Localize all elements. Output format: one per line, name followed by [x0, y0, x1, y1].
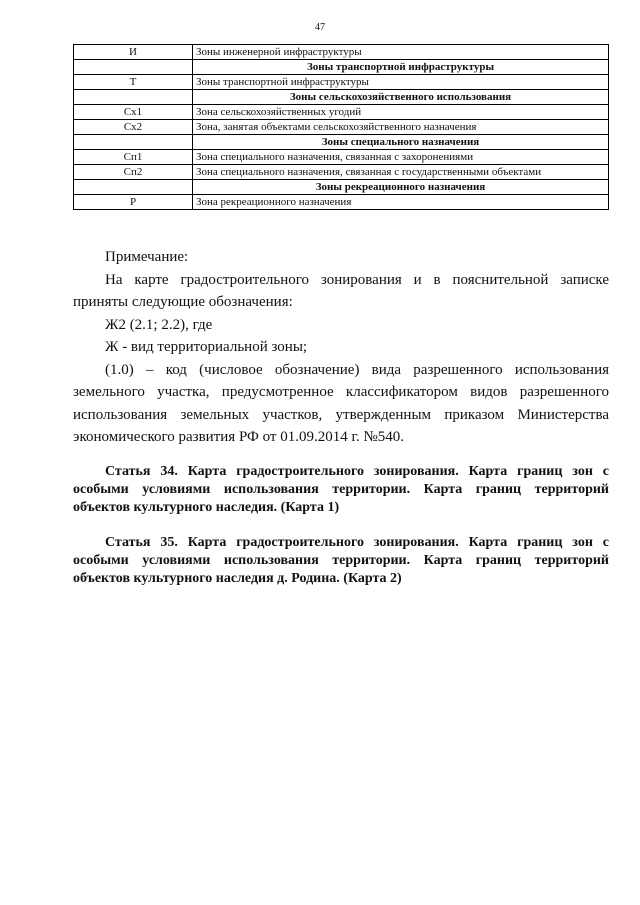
table-row	[74, 120, 609, 135]
zones-table	[73, 44, 609, 210]
zone-name-cell: Зона рекреационного назначения	[193, 195, 609, 210]
note-item-use-code: (1.0) – код (числовое обозначение) вида разрешенного использования земельного участка, предусмотренное классификатором видов разрешенного использования земельных участков, утвержденным приказом Министерства экономического развития РФ от 01.09.2014 г. №540.	[73, 361, 609, 445]
table-section-header-row	[74, 90, 609, 105]
article-35-heading: Статья 35. Карта градостроительного зонирования. Карта границ зон с особыми условиями использования территории. Карта границ территорий объектов культурного наследия д. Родина. (Карта 2)	[73, 535, 609, 586]
note-section	[73, 246, 609, 449]
table-section-header-row	[74, 135, 609, 150]
note-example: Ж2 (2.1; 2.2), где	[105, 316, 213, 333]
zone-code-cell: Сп1	[74, 150, 193, 165]
zone-code-cell: И	[74, 45, 193, 60]
table-row	[74, 105, 609, 120]
table-row	[74, 150, 609, 165]
zone-name-cell: Зона специального назначения, связанная с захоронениями	[193, 150, 609, 165]
zone-code-cell: Р	[74, 195, 193, 210]
zone-name-cell: Зона, занятая объектами сельскохозяйственного назначения	[193, 120, 609, 135]
page-number: 47	[315, 22, 325, 33]
table-section-header: Зоны специального назначения	[193, 135, 609, 150]
zone-code-cell: Сх2	[74, 120, 193, 135]
zone-code-cell: Сп2	[74, 165, 193, 180]
table-section-header-row	[74, 60, 609, 75]
table-row	[74, 165, 609, 180]
table-row	[74, 75, 609, 90]
table-cell-empty	[74, 180, 193, 195]
zones-table-body	[74, 45, 609, 210]
note-intro: На карте градостроительного зонирования и в пояснительной записке приняты следующие обозначения:	[73, 271, 609, 310]
table-cell-empty	[74, 90, 193, 105]
table-row	[74, 195, 609, 210]
table-section-header-row	[74, 180, 609, 195]
table-section-header: Зоны рекреационного назначения	[193, 180, 609, 195]
note-title: Примечание:	[105, 249, 189, 265]
table-row	[74, 45, 609, 60]
zone-name-cell: Зона специального назначения, связанная с государственными объектами	[193, 165, 609, 180]
zone-code-cell: Сх1	[74, 105, 193, 120]
table-cell-empty	[74, 60, 193, 75]
zone-name-cell: Зона сельскохозяйственных угодий	[193, 105, 609, 120]
article-34-heading: Статья 34. Карта градостроительного зонирования. Карта границ зон с особыми условиями использования территории. Карта границ территорий объектов культурного наследия. (Карта 1)	[73, 464, 609, 515]
note-item-zone-type: Ж - вид территориальной зоны;	[105, 339, 308, 355]
zone-name-cell: Зоны транспортной инфраструктуры	[193, 75, 609, 90]
table-cell-empty	[74, 135, 193, 150]
zone-name-cell: Зоны инженерной инфраструктуры	[193, 45, 609, 60]
table-section-header: Зоны сельскохозяйственного использования	[193, 90, 609, 105]
zone-code-cell: Т	[74, 75, 193, 90]
table-section-header: Зоны транспортной инфраструктуры	[193, 60, 609, 75]
